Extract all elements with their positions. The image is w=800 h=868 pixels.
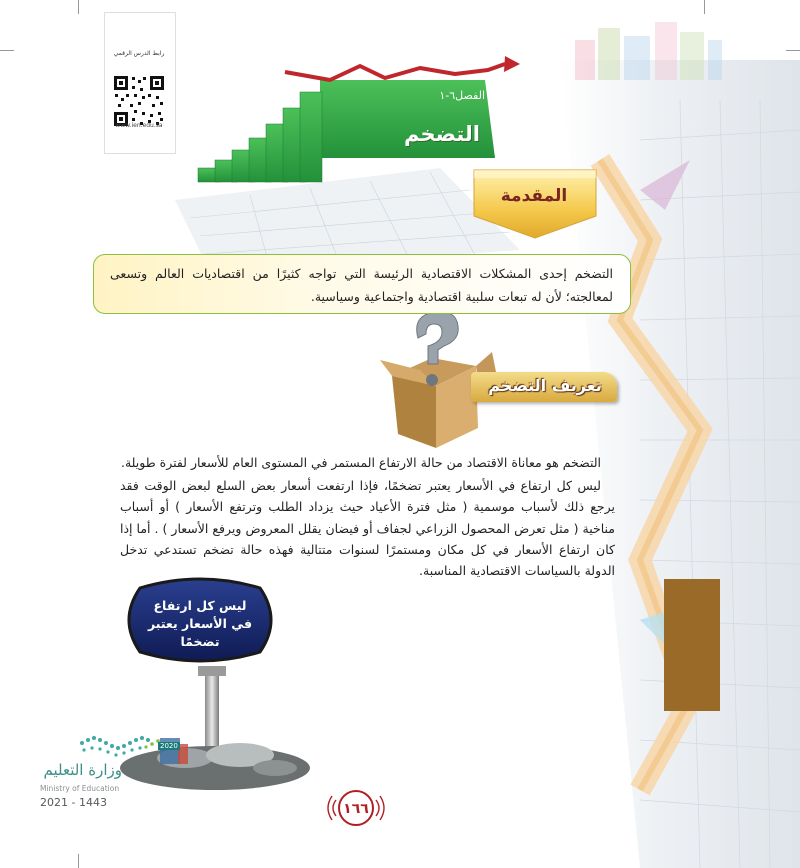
edition-year: 2021 - 1443: [40, 796, 107, 809]
introduction-text: التضخم إحدى المشكلات الاقتصادية الرئيسة التي تواجه كثيرًا من اقتصاديات العالم وتسعى لمعالجته؛ لأن له تبعات سلبية اقتصادية واجتماعية وسياسية.: [110, 266, 613, 304]
introduction-heading: المقدمة: [500, 186, 568, 206]
sign-line: في الأسعار يعتبر تضخمًا: [147, 616, 253, 649]
page-number: ١٦٦: [343, 801, 369, 817]
qr-caption: رابط الدرس الرقمي: [113, 50, 165, 57]
sign-caption: [140, 597, 260, 651]
qr-url[interactable]: www.ien.edu.sa: [115, 122, 163, 129]
sign-line: ليس كل ارتفاع: [153, 598, 247, 613]
vision-badge: 2020: [160, 742, 178, 750]
chapter-number: الفصل٦-١: [439, 89, 485, 102]
ministry-name-arabic: وزارة التعليم: [43, 761, 122, 779]
chapter-title: التضخم: [404, 122, 480, 146]
definition-heading: تعريف التضخم: [488, 376, 602, 395]
qr-code-icon[interactable]: [112, 74, 166, 128]
definition-paragraph: ليس كل ارتفاع في الأسعار يعتبر تضخمًا، فإذا ارتفعت أسعار بعض السلع لبعض الوقت فقد يرجع ذلك لأسباب موسمية ( مثل فترة الأعياد حيث يزداد الطلب وترتفع الأسعار ) أو أسباب مناخية ( مثل تعرض المحصول الزراعي لجفاف أو فيضان يقلل المعروض ويرفع الأسعار ) . أما إذا كان ارتفاع الأسعار في كل مكان ومستمرًا لسنوات متتالية فهذه حالة تضخم تستدعي تدخل الدولة بالسياسات الاقتصادية المناسبة.: [120, 478, 615, 579]
side-bar: [664, 579, 720, 711]
definition-body: [120, 452, 615, 581]
definition-paragraph: التضخم هو معاناة الاقتصاد من حالة الارتفاع المستمر في المستوى العام للأسعار لفترة طويلة.: [120, 455, 601, 470]
ministry-name-english: Ministry of Education: [40, 784, 120, 793]
